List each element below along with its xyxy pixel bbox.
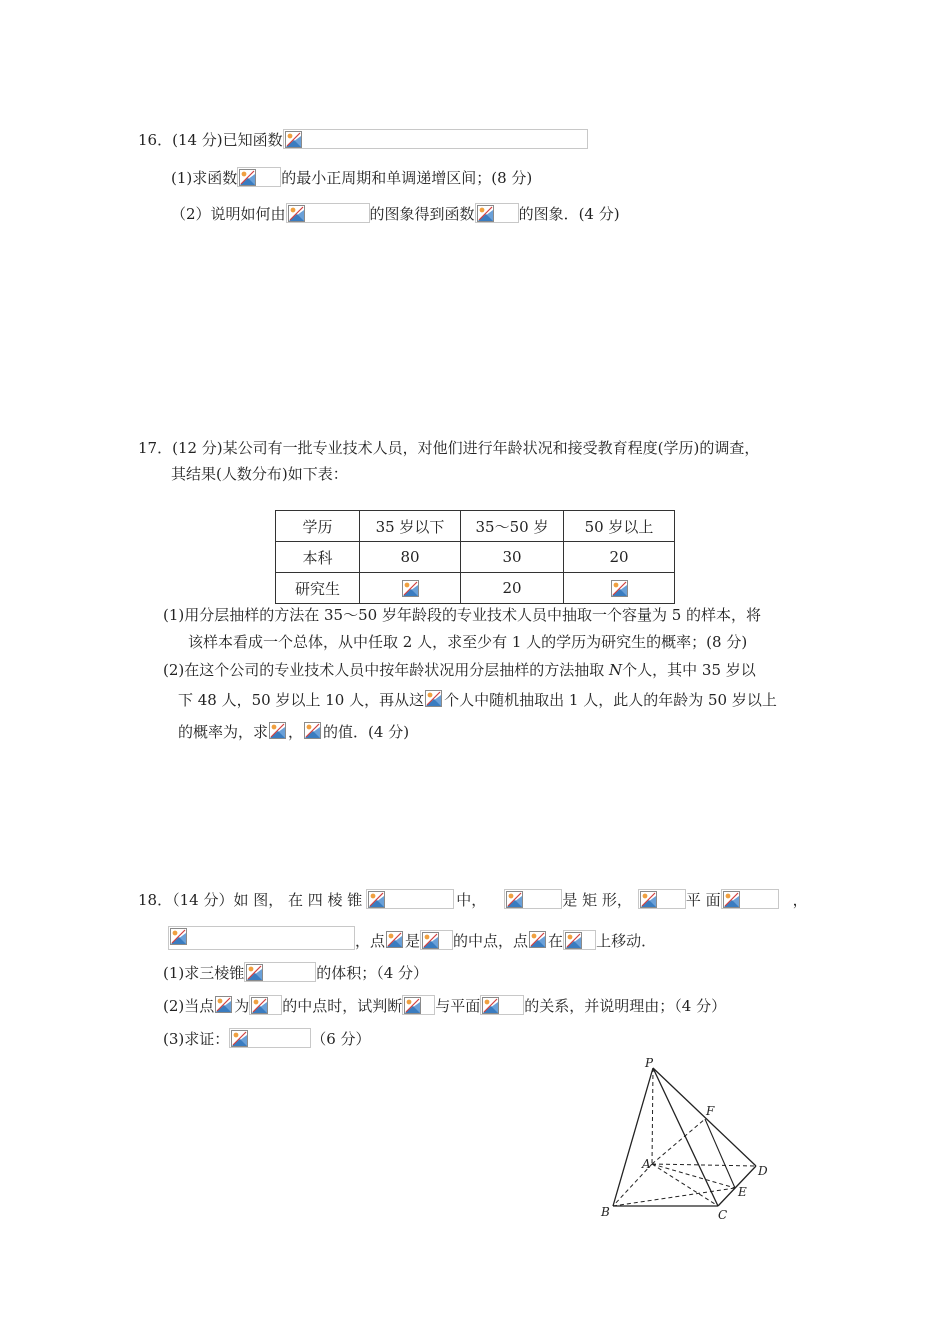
q16-part1 bbox=[171, 167, 532, 189]
q17-part1-line2: 该样本看成一个总体，从中任取 2 人，求至少有 1 人的学历为研究生的概率；(8 分) bbox=[188, 633, 748, 651]
q18-text: （6 分） bbox=[311, 1030, 371, 1048]
table-header-row bbox=[276, 511, 675, 542]
table-cell: 本科 bbox=[276, 542, 360, 573]
q16-head: 16．(14 分)已知函数 bbox=[138, 131, 283, 149]
label-c: C bbox=[718, 1208, 728, 1222]
q18-text: 与平面 bbox=[435, 997, 481, 1015]
broken-image-icon bbox=[304, 722, 321, 739]
formula-image bbox=[168, 926, 355, 950]
edge-fe bbox=[705, 1119, 735, 1188]
q18-part1 bbox=[163, 962, 428, 984]
formula-image bbox=[721, 889, 779, 909]
formula-image bbox=[286, 203, 370, 223]
q17-part2-text: 下 48 人，50 岁以上 10 人，再从这 bbox=[178, 691, 425, 709]
label-a: A bbox=[642, 1157, 651, 1171]
formula-image bbox=[402, 995, 435, 1015]
broken-image-icon bbox=[285, 131, 302, 148]
q18-stem-line1 bbox=[138, 889, 808, 911]
q18-text: 是 矩 形， bbox=[562, 891, 632, 909]
table-cell: 研究生 bbox=[276, 573, 360, 604]
q18-text: (3)求证： bbox=[163, 1030, 230, 1048]
formula-image bbox=[475, 203, 519, 223]
formula-image bbox=[528, 930, 548, 950]
broken-image-icon bbox=[529, 931, 546, 948]
broken-image-icon bbox=[565, 932, 582, 949]
q18-text: 中， bbox=[456, 891, 487, 909]
table-header-cell: 35 岁以下 bbox=[360, 511, 461, 542]
table-cell: 30 bbox=[461, 542, 564, 573]
table-row bbox=[276, 573, 675, 604]
q18-text: 的中点，点 bbox=[453, 932, 529, 950]
table-row bbox=[276, 542, 675, 573]
broken-image-icon bbox=[215, 996, 232, 1013]
formula-image bbox=[214, 995, 234, 1015]
variable-n: N bbox=[609, 661, 623, 679]
q17-table bbox=[275, 510, 675, 604]
q18-text: (1)求三棱锥 bbox=[163, 964, 245, 982]
edge-af bbox=[652, 1119, 705, 1164]
broken-image-icon bbox=[386, 931, 403, 948]
q17-part2-text: 的值．(4 分) bbox=[323, 723, 410, 741]
broken-image-icon bbox=[482, 997, 499, 1014]
q16-part1-text: (1)求函数 bbox=[171, 169, 238, 187]
broken-image-icon bbox=[506, 891, 523, 908]
table-cell: 20 bbox=[461, 573, 564, 604]
q17-part2-text: ， bbox=[288, 723, 304, 741]
broken-image-icon bbox=[239, 169, 256, 186]
broken-image-icon bbox=[231, 1030, 248, 1047]
q18-part2 bbox=[163, 995, 726, 1017]
formula-image bbox=[638, 889, 686, 909]
edge-pb bbox=[613, 1068, 653, 1206]
q18-text: 在 bbox=[548, 932, 564, 950]
q17-stem-line1: 17．(12 分)某公司有一批专业技术人员，对他们进行年龄状况和接受教育程度(学历)的调查， bbox=[138, 439, 760, 457]
formula-image bbox=[283, 129, 588, 149]
broken-image-icon bbox=[251, 997, 268, 1014]
q16-part2-text: （2）说明如何由 bbox=[171, 205, 286, 223]
label-f: F bbox=[706, 1104, 715, 1118]
q17-part1-line1: (1)用分层抽样的方法在 35～50 岁年龄段的专业技术人员中抽取一个容量为 5 的样本，将 bbox=[163, 606, 762, 624]
formula-image bbox=[504, 889, 562, 909]
q18-text: 为 bbox=[234, 997, 250, 1015]
label-p: P bbox=[645, 1056, 654, 1070]
edge-pa bbox=[652, 1068, 653, 1164]
broken-image-icon bbox=[422, 932, 439, 949]
table-cell bbox=[360, 573, 461, 604]
label-b: B bbox=[601, 1205, 610, 1219]
q17-part2-line2 bbox=[178, 689, 777, 711]
q18-text: 是 bbox=[405, 932, 421, 950]
q18-part3 bbox=[163, 1028, 371, 1050]
q16-stem bbox=[138, 129, 588, 151]
formula-image bbox=[563, 930, 596, 950]
q18-text: 平 面 bbox=[685, 891, 721, 909]
broken-image-icon bbox=[402, 580, 419, 597]
q18-stem-line2 bbox=[168, 926, 656, 952]
broken-image-icon bbox=[368, 891, 385, 908]
formula-image bbox=[424, 689, 444, 709]
q18-text: (2)当点 bbox=[163, 997, 215, 1015]
broken-image-icon bbox=[425, 690, 442, 707]
formula-image bbox=[268, 721, 288, 741]
broken-image-icon bbox=[640, 891, 657, 908]
q18-text: 的中点时，试判断 bbox=[282, 997, 403, 1015]
edge-ae bbox=[652, 1164, 735, 1188]
q17-part2-text: 个人中随机抽取出 1 人，此人的年龄为 50 岁以上 bbox=[444, 691, 777, 709]
table-header-cell: 50 岁以上 bbox=[564, 511, 675, 542]
pyramid-figure bbox=[595, 1055, 785, 1225]
q17-stem-line2: 其结果(人数分布)如下表： bbox=[171, 465, 348, 483]
q17-part2-line3 bbox=[178, 721, 409, 743]
q18-text: 上移动． bbox=[596, 932, 657, 950]
formula-image bbox=[420, 930, 453, 950]
broken-image-icon bbox=[477, 205, 494, 222]
table-header-cell: 35～50 岁 bbox=[461, 511, 564, 542]
label-d: D bbox=[758, 1164, 768, 1178]
q17-part2-text: (2)在这个公司的专业技术人员中按年龄状况用分层抽样的方法抽取 bbox=[163, 661, 610, 679]
formula-image bbox=[303, 721, 323, 741]
formula-image bbox=[385, 930, 405, 950]
broken-image-icon bbox=[288, 205, 305, 222]
table-header-cell: 学历 bbox=[276, 511, 360, 542]
q17-part2-text: 个人，其中 35 岁以 bbox=[622, 661, 756, 679]
q18-text: ， bbox=[792, 891, 808, 909]
label-e: E bbox=[738, 1185, 747, 1199]
formula-image bbox=[480, 995, 524, 1015]
edge-ad bbox=[652, 1164, 756, 1166]
broken-image-icon bbox=[246, 964, 263, 981]
q17-part2-text: 的概率为，求 bbox=[178, 723, 269, 741]
q16-part1-text: 的最小正周期和单调递增区间；(8 分) bbox=[281, 169, 533, 187]
q18-text: 18．（14 分）如 图， 在 四 棱 锥 bbox=[138, 891, 363, 909]
formula-image bbox=[244, 962, 316, 982]
q16-part2-text: 的图象．(4 分) bbox=[518, 205, 620, 223]
formula-image bbox=[366, 889, 454, 909]
q18-text: ，点 bbox=[355, 932, 386, 950]
broken-image-icon bbox=[269, 722, 286, 739]
formula-image bbox=[237, 167, 281, 187]
q16-part2 bbox=[171, 203, 620, 225]
broken-image-icon bbox=[611, 580, 628, 597]
q16-part2-text: 的图象得到函数 bbox=[369, 205, 475, 223]
formula-image bbox=[229, 1028, 311, 1048]
broken-image-icon bbox=[723, 891, 740, 908]
table-cell bbox=[564, 573, 675, 604]
q18-text: 的关系，并说明理由；（4 分） bbox=[524, 997, 727, 1015]
edge-pc bbox=[653, 1068, 718, 1206]
broken-image-icon bbox=[170, 928, 187, 945]
q18-text: 的体积；（4 分） bbox=[316, 964, 429, 982]
formula-image bbox=[249, 995, 282, 1015]
table-cell: 80 bbox=[360, 542, 461, 573]
q17-part2-line1 bbox=[163, 659, 756, 681]
broken-image-icon bbox=[404, 997, 421, 1014]
edge-pd bbox=[653, 1068, 756, 1166]
edge-cd bbox=[718, 1166, 756, 1206]
table-cell: 20 bbox=[564, 542, 675, 573]
